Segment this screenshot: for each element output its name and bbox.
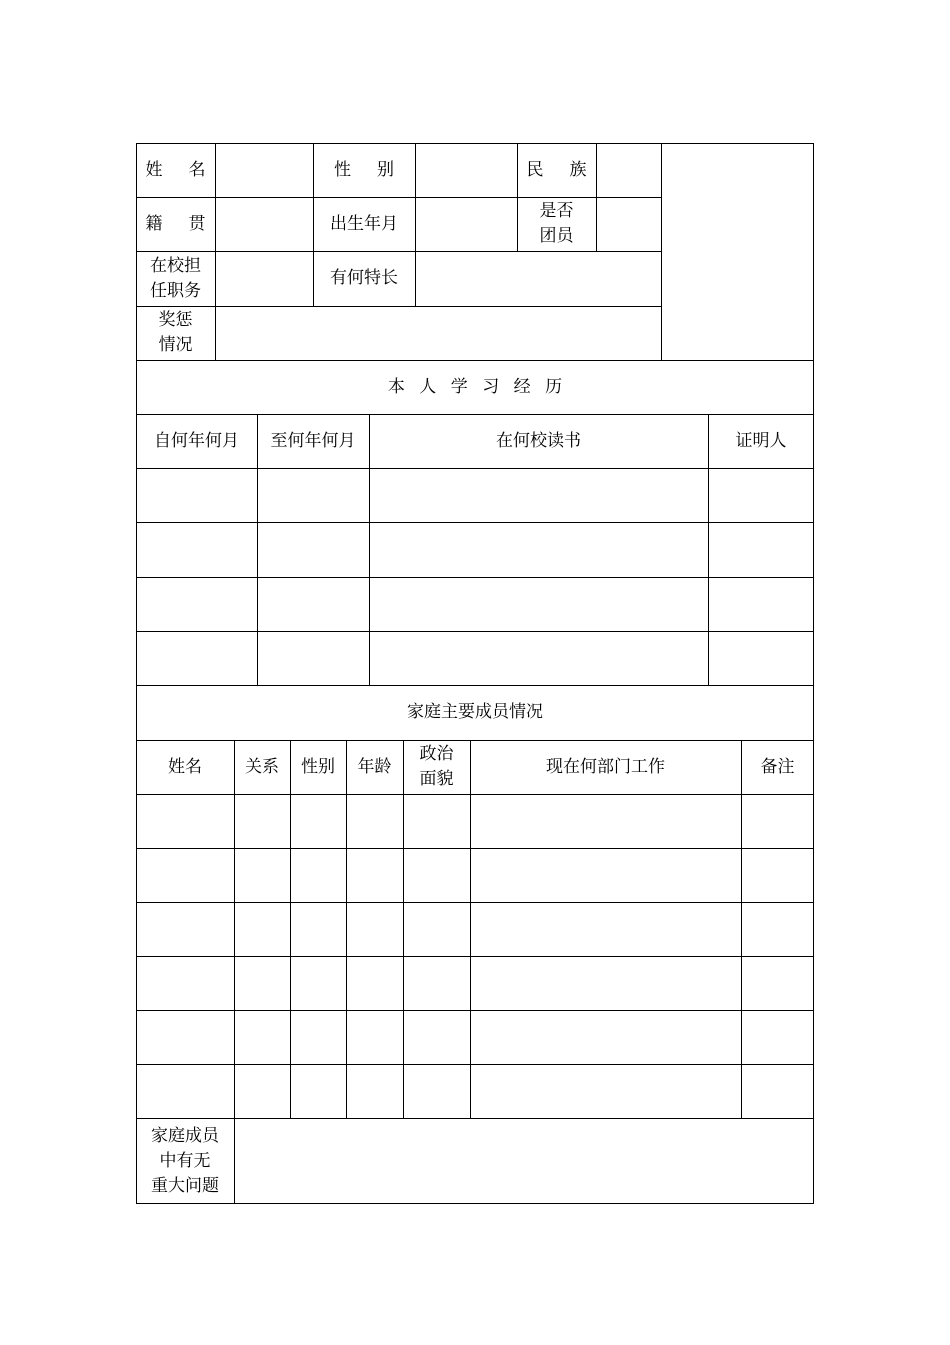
registration-form <box>136 143 814 1204</box>
family-row-cell[interactable] <box>234 956 290 1010</box>
name-field[interactable] <box>215 143 313 197</box>
edu-row-cell[interactable] <box>369 631 708 685</box>
family-row-cell[interactable] <box>470 956 741 1010</box>
edu-row-cell[interactable] <box>369 522 708 577</box>
family-row-cell[interactable] <box>290 848 346 902</box>
family-row-cell[interactable] <box>470 1010 741 1064</box>
family-row-cell[interactable] <box>136 902 234 956</box>
family-row-cell[interactable] <box>741 956 814 1010</box>
family-row-cell[interactable] <box>136 848 234 902</box>
specialty-field[interactable] <box>415 251 661 306</box>
family-row-cell[interactable] <box>136 1064 234 1118</box>
family-row-cell[interactable] <box>136 1010 234 1064</box>
reward-field[interactable] <box>215 306 661 360</box>
family-problem-label: 家庭成员 中有无 重大问题 <box>151 1125 219 1196</box>
family-row-cell[interactable] <box>346 1064 403 1118</box>
family-row-cell[interactable] <box>403 902 470 956</box>
edu-header-to: 至何年何月 <box>270 430 356 451</box>
edu-row-cell[interactable] <box>257 631 369 685</box>
birth-label: 出生年月 <box>330 213 398 234</box>
photo-box[interactable] <box>661 143 814 360</box>
edu-row-cell[interactable] <box>369 468 708 522</box>
edu-row-cell[interactable] <box>257 577 369 631</box>
family-row-cell[interactable] <box>741 1064 814 1118</box>
family-row-cell[interactable] <box>136 794 234 848</box>
family-row-cell[interactable] <box>741 794 814 848</box>
school-post-field[interactable] <box>215 251 313 306</box>
family-row-cell[interactable] <box>403 794 470 848</box>
family-row-cell[interactable] <box>290 794 346 848</box>
family-row-cell[interactable] <box>470 1064 741 1118</box>
family-row-cell[interactable] <box>403 848 470 902</box>
family-row-cell[interactable] <box>470 902 741 956</box>
family-row-cell[interactable] <box>470 794 741 848</box>
edu-row-cell[interactable] <box>136 577 257 631</box>
league-member-field[interactable] <box>596 197 661 251</box>
family-row-cell[interactable] <box>234 902 290 956</box>
edu-row-cell[interactable] <box>136 522 257 577</box>
edu-header-from: 自何年何月 <box>154 430 239 451</box>
edu-row-cell[interactable] <box>136 468 257 522</box>
family-problem-field[interactable] <box>234 1118 814 1204</box>
family-row-cell[interactable] <box>346 848 403 902</box>
family-header-gender: 性别 <box>301 756 335 777</box>
family-header-political: 政治 面貌 <box>419 744 454 789</box>
name-label: 姓 名 <box>145 159 206 180</box>
family-row-cell[interactable] <box>290 1064 346 1118</box>
family-header-age: 年龄 <box>357 756 392 777</box>
family-row-cell[interactable] <box>741 902 814 956</box>
ethnicity-label: 民 族 <box>526 159 587 180</box>
family-row-cell[interactable] <box>290 1010 346 1064</box>
gender-field[interactable] <box>415 143 517 197</box>
edu-row-cell[interactable] <box>708 577 814 631</box>
reward-label: 奖惩 情况 <box>158 310 193 355</box>
specialty-label: 有何特长 <box>330 268 398 288</box>
education-title: 本人学习经历 <box>387 376 577 397</box>
ethnicity-field[interactable] <box>596 143 661 197</box>
edu-row-cell[interactable] <box>136 631 257 685</box>
family-row-cell[interactable] <box>290 956 346 1010</box>
edu-header-school: 在何校读书 <box>496 430 581 451</box>
family-row-cell[interactable] <box>234 794 290 848</box>
family-row-cell[interactable] <box>346 956 403 1010</box>
native-place-label: 籍 贯 <box>145 213 206 234</box>
family-row-cell[interactable] <box>403 956 470 1010</box>
family-row-cell[interactable] <box>403 1010 470 1064</box>
family-header-relation: 关系 <box>245 756 279 777</box>
edu-row-cell[interactable] <box>257 522 369 577</box>
family-row-cell[interactable] <box>346 902 403 956</box>
family-row-cell[interactable] <box>470 848 741 902</box>
family-row-cell[interactable] <box>403 1064 470 1118</box>
family-row-cell[interactable] <box>741 848 814 902</box>
school-post-label: 在校担 任职务 <box>150 255 201 301</box>
native-place-field[interactable] <box>215 197 313 251</box>
edu-row-cell[interactable] <box>708 631 814 685</box>
family-row-cell[interactable] <box>234 1010 290 1064</box>
league-member-label: 是否 团员 <box>539 201 574 246</box>
gender-label: 性 别 <box>334 159 394 180</box>
edu-row-cell[interactable] <box>708 522 814 577</box>
edu-header-witness: 证明人 <box>735 430 787 451</box>
edu-row-cell[interactable] <box>257 468 369 522</box>
family-title: 家庭主要成员情况 <box>407 702 543 722</box>
edu-row-cell[interactable] <box>369 577 708 631</box>
family-row-cell[interactable] <box>136 956 234 1010</box>
family-row-cell[interactable] <box>346 1010 403 1064</box>
family-row-cell[interactable] <box>346 794 403 848</box>
family-row-cell[interactable] <box>741 1010 814 1064</box>
birth-field[interactable] <box>415 197 517 251</box>
family-header-remark: 备注 <box>760 756 795 777</box>
family-row-cell[interactable] <box>290 902 346 956</box>
family-row-cell[interactable] <box>234 1064 290 1118</box>
family-row-cell[interactable] <box>234 848 290 902</box>
edu-row-cell[interactable] <box>708 468 814 522</box>
family-header-name: 姓名 <box>168 756 202 777</box>
family-header-workplace: 现在何部门工作 <box>546 756 665 777</box>
